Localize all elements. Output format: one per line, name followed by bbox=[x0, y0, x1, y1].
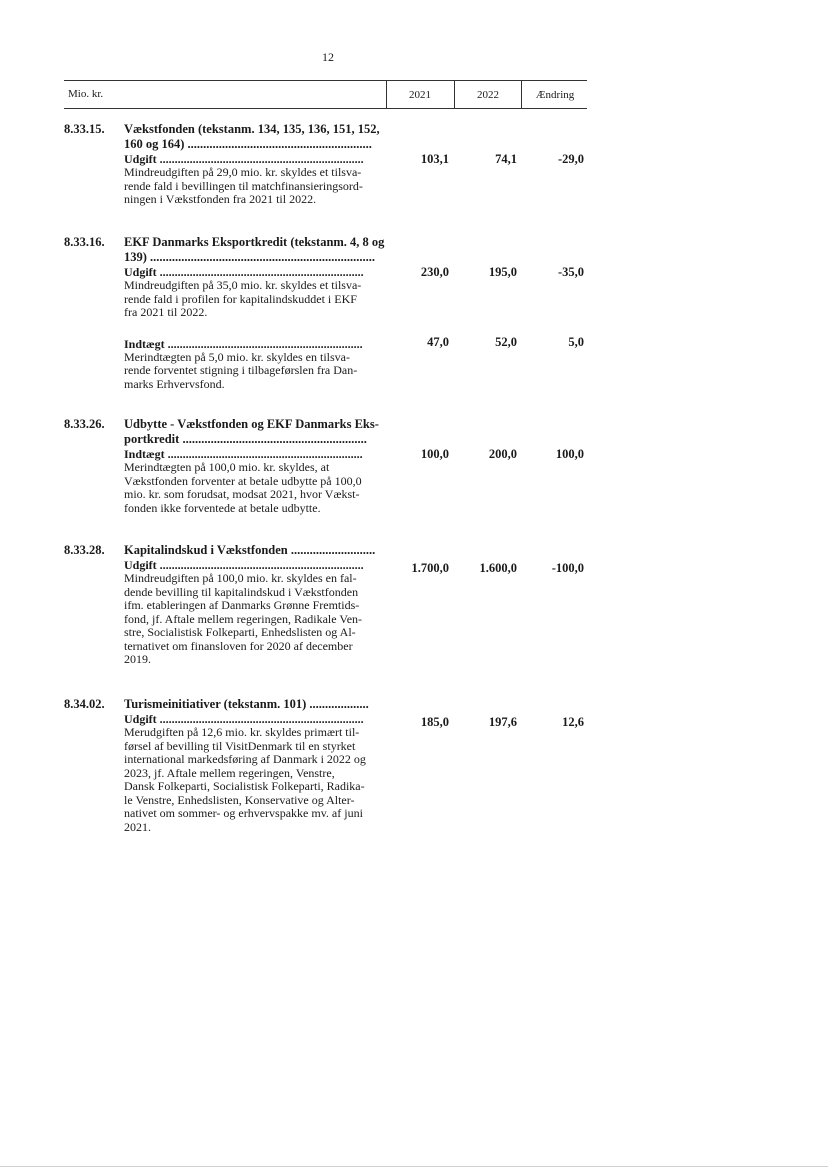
value-change: -29,0 bbox=[557, 152, 584, 166]
budget-entry bbox=[64, 697, 587, 847]
item-description-line: Vækstfonden forventer at betale udbytte på 100,0 bbox=[124, 473, 362, 488]
item-description-line: rende fald i profilen for kapitalindskuddet i EKF bbox=[124, 291, 357, 306]
entry-body bbox=[124, 697, 389, 834]
value-change: -100,0 bbox=[551, 561, 584, 575]
value-2022: 74,1 bbox=[495, 152, 517, 166]
entry-title-line: Turismeinitiativer (tekstanm. 101) ................... bbox=[124, 697, 369, 711]
account-code: 8.33.16. bbox=[64, 235, 105, 249]
item-description-line: international markedsføring af Danmark i 2022 og bbox=[124, 752, 366, 766]
value-change: 12,6 bbox=[562, 715, 584, 729]
value-2022: 200,0 bbox=[488, 447, 517, 461]
account-code: 8.33.15. bbox=[64, 122, 105, 136]
budget-entry bbox=[64, 543, 587, 673]
item-description-line: fonden ikke forventede at betale udbytte. bbox=[124, 500, 321, 515]
page-number: 12 bbox=[322, 50, 334, 64]
column-header-2022: 2022 bbox=[454, 81, 521, 108]
entry-body bbox=[124, 122, 389, 207]
account-code: 8.34.02. bbox=[64, 697, 105, 711]
item-description-line: stre, Socialistisk Folkeparti, Enhedslisten og Al- bbox=[124, 625, 356, 639]
item-label: Udgift .................................................................... bbox=[124, 558, 364, 572]
item-description-line: Merudgiften på 12,6 mio. kr. skyldes primært til- bbox=[124, 725, 360, 739]
item-description-line: fond, jf. Aftale mellem regeringen, Radikale Ven- bbox=[124, 611, 363, 626]
value-change: 5,0 bbox=[568, 335, 584, 349]
entry-title-line: 160 og 164) ........................................................... bbox=[124, 137, 372, 151]
entry-body bbox=[124, 417, 389, 515]
value-2021: 185,0 bbox=[420, 715, 449, 729]
item-description-line: le Venstre, Enhedslisten, Konservative og Alter- bbox=[124, 792, 355, 807]
item-description-line: mio. kr. som forudsat, modsat 2021, hvor Vækst- bbox=[124, 487, 360, 501]
value-2022: 1.600,0 bbox=[479, 561, 517, 575]
item-description-line: 2021. bbox=[124, 819, 151, 834]
value-2022: 52,0 bbox=[495, 335, 517, 349]
item-description-line: dende bevilling til kapitalindskud i Vækstfonden bbox=[124, 584, 359, 599]
item-label: Indtægt ................................................................. bbox=[124, 447, 363, 461]
item-description-line: førsel af bevilling til VisitDenmark til en styrket bbox=[124, 738, 356, 753]
value-change: -35,0 bbox=[557, 265, 584, 279]
entry-body bbox=[124, 543, 389, 667]
entry-body bbox=[124, 235, 389, 391]
item-description-line: Mindreudgiften på 35,0 mio. kr. skyldes et tilsva- bbox=[124, 278, 362, 292]
value-2022: 195,0 bbox=[488, 265, 517, 279]
unit-label: Mio. kr. bbox=[68, 88, 104, 100]
item-label: Udgift .................................................................... bbox=[124, 152, 364, 166]
item-description-line: Dansk Folkeparti, Socialistisk Folkeparti, Radika- bbox=[124, 779, 365, 793]
value-2021: 103,1 bbox=[420, 152, 449, 166]
value-2021: 47,0 bbox=[427, 335, 449, 349]
item-description-line: rende forventet stigning i tilbageførslen fra Dan- bbox=[124, 363, 358, 377]
entry-title-line: 139) ........................................................................ bbox=[124, 250, 376, 264]
item-label: Indtægt ................................................................. bbox=[124, 336, 363, 351]
value-2021: 100,0 bbox=[420, 447, 449, 461]
item-description-line: Merindtægten på 5,0 mio. kr. skyldes en tilsva- bbox=[124, 349, 350, 364]
item-description-line: Merindtægten på 100,0 mio. kr. skyldes, at bbox=[124, 460, 330, 474]
item-description-line: 2019. bbox=[124, 652, 151, 666]
value-2022: 197,6 bbox=[488, 715, 517, 729]
entry-title-line: portkredit ........................................................... bbox=[124, 432, 367, 446]
item-description-line: nativet om sommer- og erhvervspakke mv. af juni bbox=[124, 806, 363, 820]
account-code: 8.33.26. bbox=[64, 417, 105, 431]
item-description-line: ternativet om finansloven for 2020 af december bbox=[124, 638, 353, 653]
item-label: Udgift .................................................................... bbox=[124, 712, 364, 726]
account-code: 8.33.28. bbox=[64, 543, 105, 557]
page-bottom-edge bbox=[0, 1166, 828, 1167]
item-description-line: fra 2021 til 2022. bbox=[124, 305, 208, 319]
item-description-line: Mindreudgiften på 29,0 mio. kr. skyldes et tilsva- bbox=[124, 165, 362, 179]
value-2021: 1.700,0 bbox=[411, 561, 449, 575]
item-label: Udgift .................................................................... bbox=[124, 265, 364, 279]
value-change: 100,0 bbox=[555, 447, 584, 461]
item-description-line: Mindreudgiften på 100,0 mio. kr. skyldes en fal- bbox=[124, 571, 357, 585]
item-description-line: marks Erhvervsfond. bbox=[124, 376, 225, 391]
entry-title-line: Kapitalindskud i Vækstfonden ........................... bbox=[124, 543, 376, 557]
budget-entry bbox=[64, 235, 587, 395]
entry-title-line: Udbytte - Vækstfonden og EKF Danmarks Eks- bbox=[124, 417, 379, 431]
entry-title-line: Vækstfonden (tekstanm. 134, 135, 136, 151, 152, bbox=[124, 122, 380, 136]
item-description-line: 2023, jf. Aftale mellem regeringen, Venstre, bbox=[124, 765, 335, 780]
budget-entry bbox=[64, 417, 587, 522]
value-2021: 230,0 bbox=[420, 265, 449, 279]
item-description-line: rende fald i bevillingen til matchfinansieringsord- bbox=[124, 178, 363, 193]
item-description-line: ifm. etableringen af Danmarks Grønne Fremtids- bbox=[124, 598, 360, 612]
table-header bbox=[64, 80, 587, 109]
budget-entry bbox=[64, 122, 587, 217]
entry-title-line: EKF Danmarks Eksportkredit (tekstanm. 4, 8 og bbox=[124, 235, 385, 249]
column-header-2021: 2021 bbox=[386, 81, 453, 108]
column-header-change: Ændring bbox=[521, 81, 588, 108]
item-description-line: ningen i Vækstfonden fra 2021 til 2022. bbox=[124, 192, 317, 206]
